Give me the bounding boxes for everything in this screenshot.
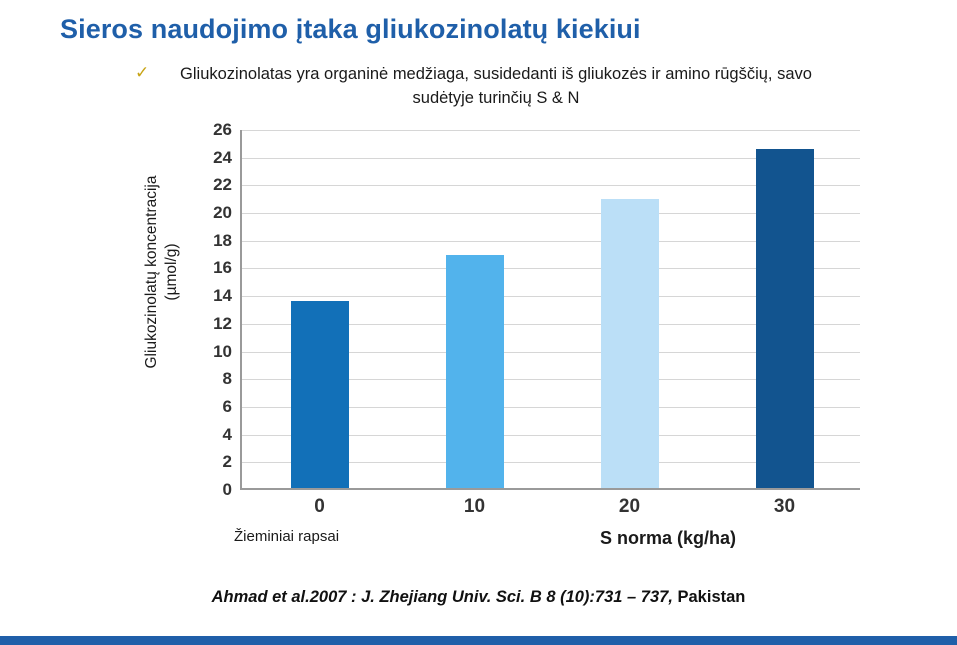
bullet-block (135, 62, 835, 110)
y-tick-label: 16 (213, 258, 232, 278)
bar (601, 199, 659, 488)
gridline (242, 130, 860, 131)
plot-canvas (240, 130, 860, 517)
y-tick-label: 26 (213, 120, 232, 139)
x-axis-title: S norma (kg/ha) (599, 528, 737, 548)
bar (756, 149, 814, 488)
source-tail: Pakistan (677, 588, 746, 606)
y-tick-label: 4 (222, 424, 232, 444)
x-tick-label: 20 (618, 496, 641, 517)
y-axis-title-line2: (µmol/g) (163, 243, 180, 301)
y-tick-label: 2 (222, 452, 232, 472)
bottom-accent-bar (0, 636, 957, 645)
y-tick-label: 10 (213, 341, 232, 361)
bar-chart (60, 120, 920, 548)
x-tick-label: 0 (314, 496, 325, 517)
y-tick-label: 12 (213, 313, 232, 333)
bullet-row (135, 62, 835, 110)
plot-area (178, 120, 860, 548)
x-tick-label: 10 (463, 496, 486, 517)
source-citation (0, 588, 957, 607)
y-tick-label: 14 (213, 286, 232, 306)
y-tick-label: 18 (213, 230, 232, 250)
y-tick-label: 20 (213, 203, 232, 223)
y-axis-title-line1: Gliukozinolatų koncentracija (143, 175, 160, 369)
page-title: Sieros naudojimo įtaka gliukozinolatų kiekiui (60, 14, 641, 44)
y-axis-title (142, 122, 182, 422)
source-main: Ahmad et al.2007 : J. Zhejiang Univ. Sci. B 8 (10):731 – 737, (211, 588, 673, 606)
bullet-text: Gliukozinolatas yra organinė medžiaga, susidedanti iš gliukozės ir amino rūgščių, savo sudėtyje turinčių S & N (180, 65, 812, 107)
series-label: Žieminiai rapsai (234, 528, 340, 545)
y-tick-label: 24 (213, 147, 232, 167)
x-tick-label: 30 (773, 496, 796, 517)
bar (446, 255, 504, 488)
y-tick-label: 0 (222, 480, 232, 499)
y-axis-ticks (178, 120, 240, 499)
y-tick-label: 22 (213, 175, 232, 195)
bar (291, 301, 349, 488)
y-tick-label: 8 (222, 369, 232, 389)
y-tick-label: 6 (222, 396, 232, 416)
check-icon: ✓ (135, 63, 150, 82)
